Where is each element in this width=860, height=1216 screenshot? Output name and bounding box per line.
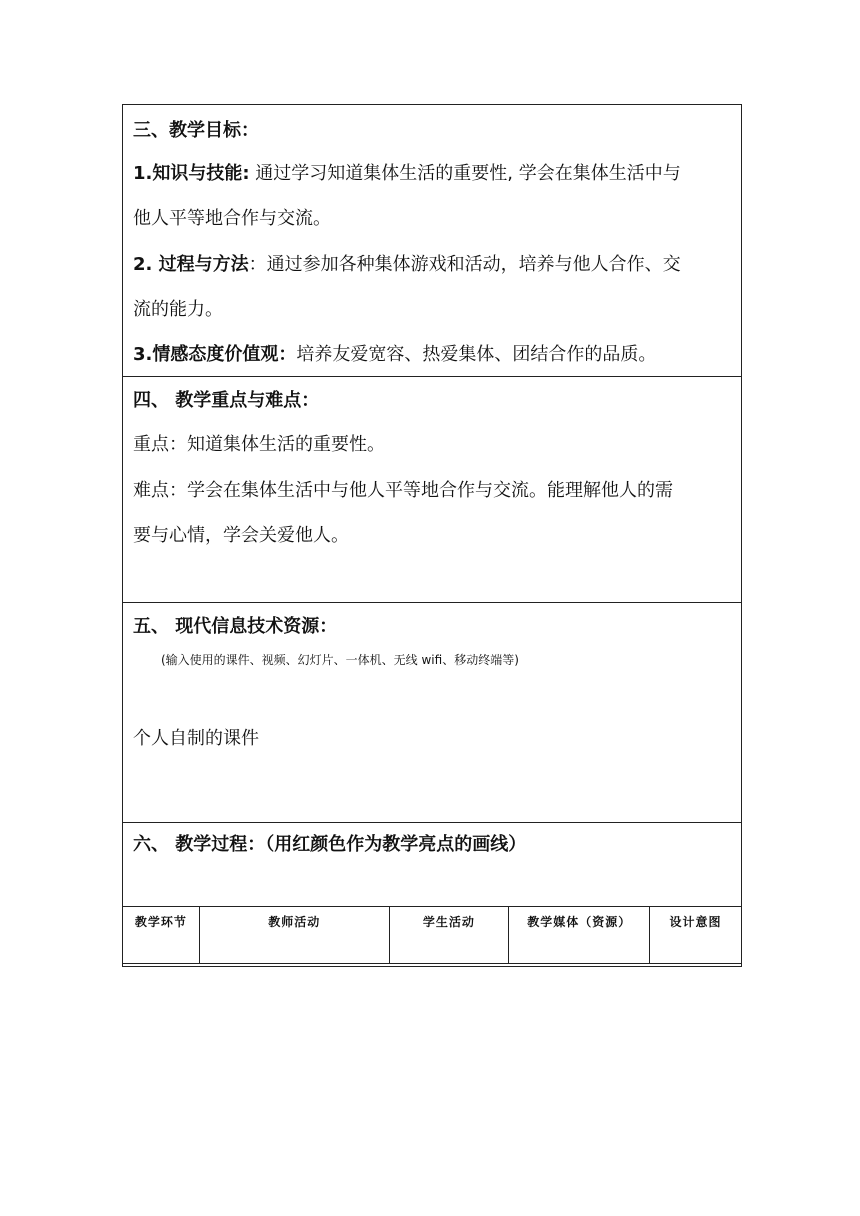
- section-heading: 五、 现代信息技术资源：: [133, 616, 338, 637]
- table-header-cell: 教师活动: [199, 907, 389, 964]
- table-header-cell: 设计意图: [650, 907, 742, 964]
- key-points-section: [122, 376, 742, 602]
- knowledge-skills-line: [133, 162, 681, 186]
- table-header-cell: 教学媒体（资源）: [509, 907, 650, 964]
- table-header-row: [123, 907, 742, 964]
- section-heading: 六、 教学过程：（用红颜色作为教学亮点的画线）: [133, 834, 527, 855]
- process-methods-line: [133, 253, 681, 277]
- table-header-cell: 教学环节: [123, 907, 200, 964]
- process-label: 2. 过程与方法: [133, 254, 249, 275]
- table-header-cell: 学生活动: [389, 907, 509, 964]
- section-heading: 四、 教学重点与难点：: [133, 390, 320, 411]
- knowledge-label: 1.知识与技能:: [133, 163, 250, 184]
- teaching-process-table: [122, 906, 742, 964]
- knowledge-text: 通过学习知道集体生活的重要性, 学会在集体生活中与: [249, 163, 681, 184]
- resources-input-note: (输入使用的课件、视频、幻灯片、一体机、无线 wifi、移动终端等): [161, 653, 519, 667]
- emotion-label: 3.情感态度价值观：: [133, 344, 297, 365]
- emotion-values-line: [133, 343, 656, 367]
- process-text-continued: 流的能力。: [133, 299, 223, 320]
- it-resources-section: [122, 602, 742, 822]
- difficulty-text: 难点：学会在集体生活中与他人平等地合作与交流。能理解他人的需: [133, 480, 673, 501]
- teaching-objectives-section: [122, 104, 742, 376]
- knowledge-text-continued: 他人平等地合作与交流。: [133, 208, 331, 229]
- lesson-plan-document: [122, 104, 742, 967]
- difficulty-text-continued: 要与心情，学会关爱他人。: [133, 525, 349, 546]
- emotion-text: 培养友爱宽容、热爱集体、团结合作的品质。: [296, 344, 657, 365]
- section-heading: 三、教学目标：: [133, 120, 259, 141]
- process-text: ：通过参加各种集体游戏和活动，培养与他人合作、交: [248, 254, 681, 275]
- resources-content: 个人自制的课件: [133, 728, 259, 749]
- key-point-text: 重点：知道集体生活的重要性。: [133, 434, 385, 455]
- teaching-process-section: [122, 822, 742, 967]
